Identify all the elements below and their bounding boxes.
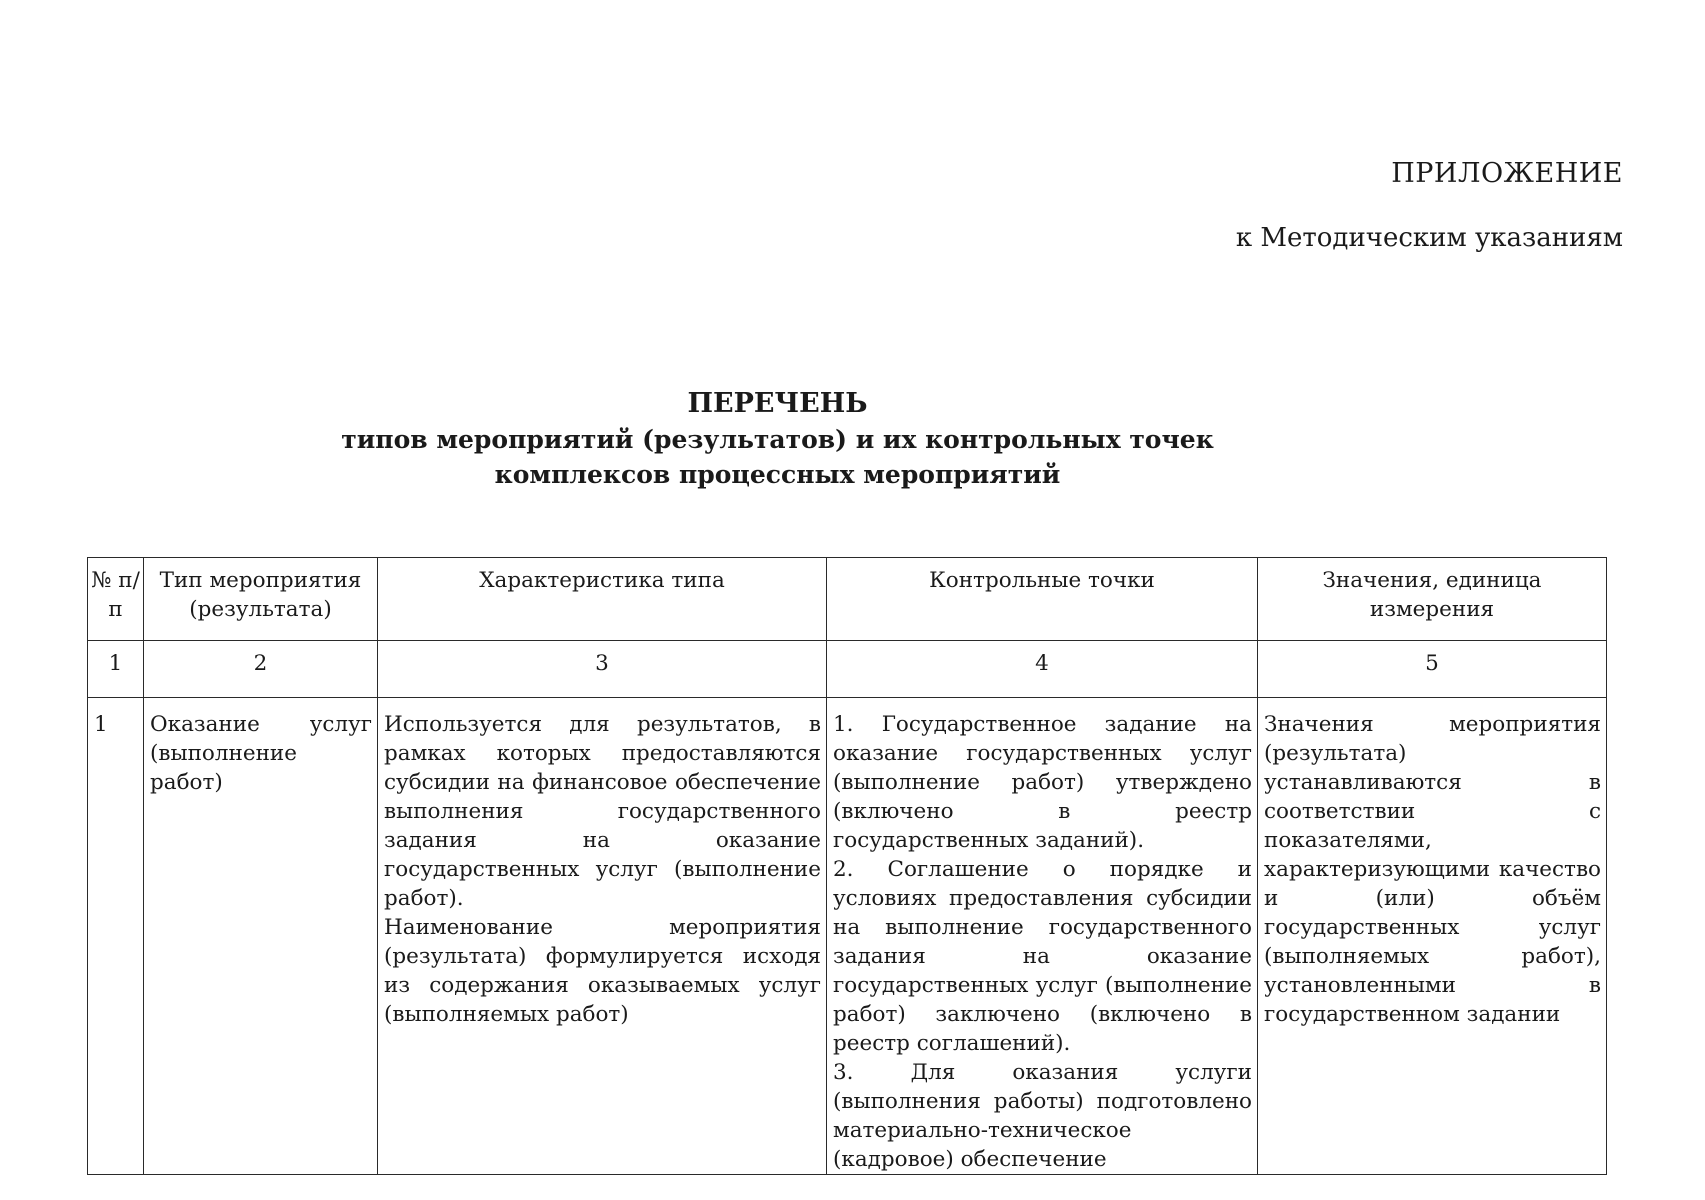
heading-line-3: комплексов процессных мероприятий (494, 460, 1061, 489)
table-row (88, 698, 1607, 1175)
row-values: Значения мероприятия (результата) устанавливаются в соответствии с показателями, характеризующими качество и (или) объём государственных услуг (выполняемых работ), установленными в государственном задании (1258, 698, 1607, 1175)
appendix-subtitle: к Методическим указаниям (1235, 223, 1623, 253)
heading-line-1: ПЕРЕЧЕНЬ (687, 388, 868, 419)
table-header-row (88, 558, 1607, 641)
row-type: Оказание услуг (выполнение работ) (144, 698, 378, 1175)
column-numbers-row (88, 641, 1607, 698)
control-point: 3. Для оказания услуги (выполнения работы) подготовлено материально-техническое (кадровое) обеспечение (833, 1060, 1252, 1172)
row-characteristic (378, 698, 827, 1175)
column-number: 3 (378, 641, 827, 698)
row-control-points (827, 698, 1258, 1175)
control-point: 2. Соглашение о порядке и условиях предоставления субсидии на выполнение государственного задания на оказание государственных услуг (выполнение работ) заключено (включено в реестр соглашений). (833, 857, 1252, 1056)
column-number: 5 (1258, 641, 1607, 698)
header-type: Тип мероприятия (результата) (144, 558, 378, 641)
appendix-title: ПРИЛОЖЕНИЕ (1391, 158, 1623, 189)
characteristic-paragraph: Используется для результатов, в рамках которых предоставляются субсидии на финансовое обеспечение выполнения государственного задания на оказание государственных услуг (выполнение работ). (384, 712, 821, 911)
column-number: 4 (827, 641, 1258, 698)
header-number: № п/п (88, 558, 144, 641)
activity-types-table (87, 557, 1607, 1175)
column-number: 1 (88, 641, 144, 698)
control-point: 1. Государственное задание на оказание государственных услуг (выполнение работ) утверждено (включено в реестр государственных заданий). (833, 712, 1252, 853)
header-values: Значения, единица измерения (1258, 558, 1607, 641)
characteristic-paragraph: Наименование мероприятия (результата) формулируется исходя из содержания оказываемых услуг (выполняемых работ) (384, 915, 821, 1027)
heading-line-2: типов мероприятий (результатов) и их контрольных точек (341, 425, 1214, 454)
column-number: 2 (144, 641, 378, 698)
header-control-points: Контрольные точки (827, 558, 1258, 641)
document-heading (0, 386, 1705, 492)
row-number: 1 (88, 698, 144, 1175)
header-characteristic: Характеристика типа (378, 558, 827, 641)
